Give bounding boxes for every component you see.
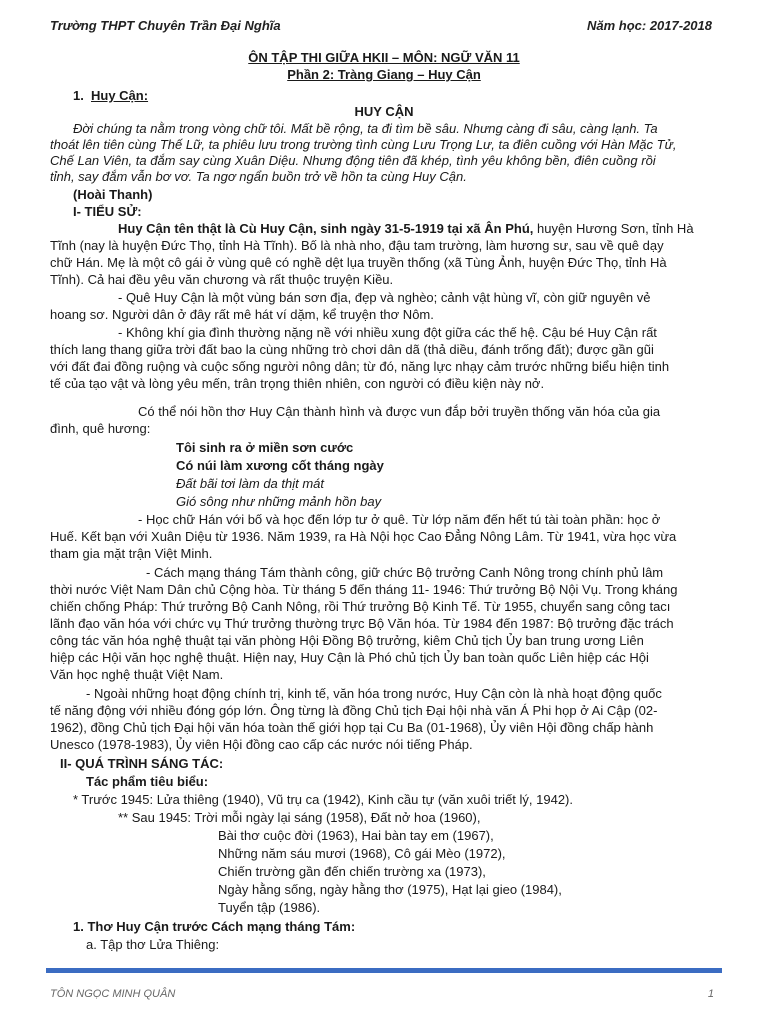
bio-line: đình, quê hương:	[50, 421, 151, 436]
bio-line: công tác văn hóa nghệ thuật tại văn phòng Hội Đồng Bộ trưởng, kiêm Chủ tịch Ủy ban trung ương Liên	[50, 633, 644, 648]
document-title: ÔN TẬP THI GIỮA HKII – MÔN: NGỮ VĂN 11	[248, 50, 520, 65]
bio-line: thời nước Việt Nam Dân chủ Cộng hòa. Từ tháng 5 đến tháng 11- 1946: Thứ trưởng Bộ Nội Vụ. Trong kháng	[50, 582, 678, 597]
quote-author: (Hoài Thanh)	[73, 187, 153, 202]
header-school: Trường THPT Chuyên Trần Đại Nghĩa	[50, 18, 281, 33]
poem-line: Tôi sinh ra ở miền sơn cước	[176, 440, 354, 455]
works-before-1945: * Trước 1945: Lửa thiêng (1940), Vũ trụ ca (1942), Kinh cầu tự (văn xuôi triết lý, 1942).	[73, 792, 573, 807]
bio-line: Văn học nghệ thuật Việt Nam.	[50, 667, 224, 682]
works-list-item: Chiến trường gần đến chiến trường xa (1973),	[218, 864, 486, 879]
bio-line: chữ Hán. Mẹ là một cô gái ở vùng quê có nghề dệt lụa truyền thống (xã Tùng Ảnh, huyện Đức Thọ, tỉnh Hà	[50, 255, 667, 270]
works-list-item: Ngày hằng sống, ngày hằng thơ (1975), Hạt lại gieo (1984),	[218, 882, 562, 897]
works-after-1945: ** Sau 1945: Trời mỗi ngày lại sáng (1958), Đất nở hoa (1960),	[118, 810, 481, 825]
bio-line: Tĩnh). Cả hai đều yêu văn chương và rất thuộc truyện Kiều.	[50, 272, 394, 287]
section-1-number: 1.	[73, 88, 84, 103]
bio-line: hoang sơ. Người dân ở đây rất mê hát ví dặm, kể truyện thơ Nôm.	[50, 307, 434, 322]
bio-line: - Cách mạng tháng Tám thành công, giữ chức Bộ trưởng Canh Nông trong chính phủ lâm	[146, 565, 664, 580]
bio-line: - Không khí gia đình thường nặng nề với nhiều xung đột giữa các thế hệ. Cậu bé Huy Cận rất	[118, 325, 657, 340]
bio-line: Tĩnh (nay là huyện Đức Thọ, tỉnh Hà Tĩnh). Bố là nhà nho, đậu tam trường, làm hương sư, sau về quê dạy	[50, 238, 664, 253]
bio-line: - Quê Huy Cận là một vùng bán sơn địa, đẹp và nghèo; cảnh vật hùng vĩ, còn giữ nguyên vẻ	[118, 290, 651, 305]
bio-paragraph-line	[118, 221, 694, 237]
bio-line: tế của tạo vật và lòng yêu mến, trân trọng thiên nhiên, con người có điều kiện này nở.	[50, 376, 545, 391]
bio-line: lãnh đạo văn hóa với chức vụ Thứ trưởng thường trực Bộ Văn hóa. Từ 1984 đến 1987: Bộ trưởng đặc trách	[50, 616, 674, 631]
works-heading: Tác phẩm tiêu biểu:	[86, 774, 209, 789]
bio-name-birth: Huy Cận tên thật là Cù Huy Cận, sinh ngày 31-5-1919 tại xã Ân Phú,	[118, 221, 534, 236]
works-list-item: Bài thơ cuộc đời (1963), Hai bàn tay em (1967),	[218, 828, 494, 843]
quote-line: tỉnh, say đắm vẫn bơ vơ. Ta ngơ ngẩn buồn trở về hồn ta cùng Huy Cận.	[50, 169, 467, 184]
quote-line: Chế Lan Viên, ta đắm say cùng Xuân Diệu. Nhưng động tiên đã khép, tình yêu không bền, điên cuồng rồi	[50, 153, 656, 168]
bio-line: chiến chống Pháp: Thứ trưởng Bộ Canh Nông, rồi Thứ trưởng Bộ Kinh Tế. Từ 1955, chuyển sang công tacı	[50, 599, 671, 614]
bio-line: hiệp các Hội văn học nghệ thuật. Hiện nay, Huy Cận là Phó chủ tịch Ủy ban toàn quốc Liên hiệp các Hội	[50, 650, 649, 665]
bio-line: Unesco (1978-1983), Ủy viên Hội đồng cao cấp các nước nói tiếng Pháp.	[50, 737, 473, 752]
bio-line: Có thể nói hồn thơ Huy Cận thành hình và được vun đắp bởi truyền thống văn hóa của gia	[138, 404, 661, 419]
bio-line: Huế. Kết bạn với Xuân Diệu từ 1936. Năm 1939, ra Hà Nội học Cao Đẳng Nông Lâm. Từ 1941, vừa học vừa	[50, 529, 677, 544]
footer-rule	[46, 968, 722, 973]
quote-line: thoát lên tiên cùng Thế Lữ, ta phiêu lưu trong trường tình cùng Lưu Trọng Lư, ta điên cuồng với Hàn Mặc Tử,	[50, 137, 677, 152]
section-1-heading: Huy Cận:	[91, 88, 149, 103]
part-1-heading: I- TIỂU SỬ:	[73, 204, 142, 219]
subsection-heading: 1. Thơ Huy Cận trước Cách mạng tháng Tám:	[73, 919, 356, 934]
footer-author: TÔN NGỌC MINH QUÂN	[50, 988, 176, 1000]
poet-title: HUY CẬN	[354, 104, 414, 119]
bio-line: thích lang thang giữa trời đất bao la cùng những trò chơi dân dã (thả diều, đánh trống đất); được gần gũi	[50, 342, 654, 357]
works-list-item: Tuyển tập (1986).	[218, 900, 321, 915]
bio-line: - Ngoài những hoạt động chính trị, kinh tế, văn hóa trong nước, Huy Cận còn là nhà hoạt động quốc	[86, 686, 662, 701]
quote-line: Đời chúng ta nằm trong vòng chữ tôi. Mất bề rộng, ta đi tìm bề sâu. Nhưng càng đi sâu, càng lạnh. Ta	[73, 121, 658, 136]
subsection-item: a. Tập thơ Lửa Thiêng:	[86, 937, 220, 952]
document-subtitle: Phần 2: Tràng Giang – Huy Cận	[287, 67, 481, 82]
bio-line: với đất đai đồng ruộng và cuộc sống người nông dân; từ đó, năng lực nhạy cảm trước những biểu hiện tinh	[50, 359, 670, 374]
bio-line: tế năng động với nhiều đóng góp lớn. Ông từng là đồng Chủ tịch Đại hội nhà văn Á Phi họp ở Ai Cập (02-	[50, 703, 658, 718]
bio-hometown: huyện Hương Sơn, tỉnh Hà	[533, 221, 694, 236]
works-list-item: Những năm sáu mươi (1968), Cô gái Mèo (1972),	[218, 846, 506, 861]
bio-line: tham gia mặt trận Việt Minh.	[50, 546, 213, 561]
part-2-heading: II- QUÁ TRÌNH SÁNG TÁC:	[60, 756, 224, 771]
page-number: 1	[707, 988, 714, 1000]
poem-line: Gió sông như những mảnh hồn bay	[176, 494, 382, 509]
header-school-year: Năm học: 2017-2018	[586, 18, 712, 33]
bio-line: 1962), đồng Chủ tịch Đại hội văn hóa toàn thế giới họp tại Cu Ba (01-1968), Ủy viên Hội đồng chấp hành	[50, 720, 654, 735]
poem-line: Có núi làm xương cốt tháng ngày	[176, 458, 384, 473]
bio-line: - Học chữ Hán với bố và học đến lớp tư ở quê. Từ lớp năm đến hết tú tài toàn phần: học ở	[138, 512, 661, 527]
poem-line: Đất bãi tơi làm da thịt mát	[176, 476, 325, 491]
